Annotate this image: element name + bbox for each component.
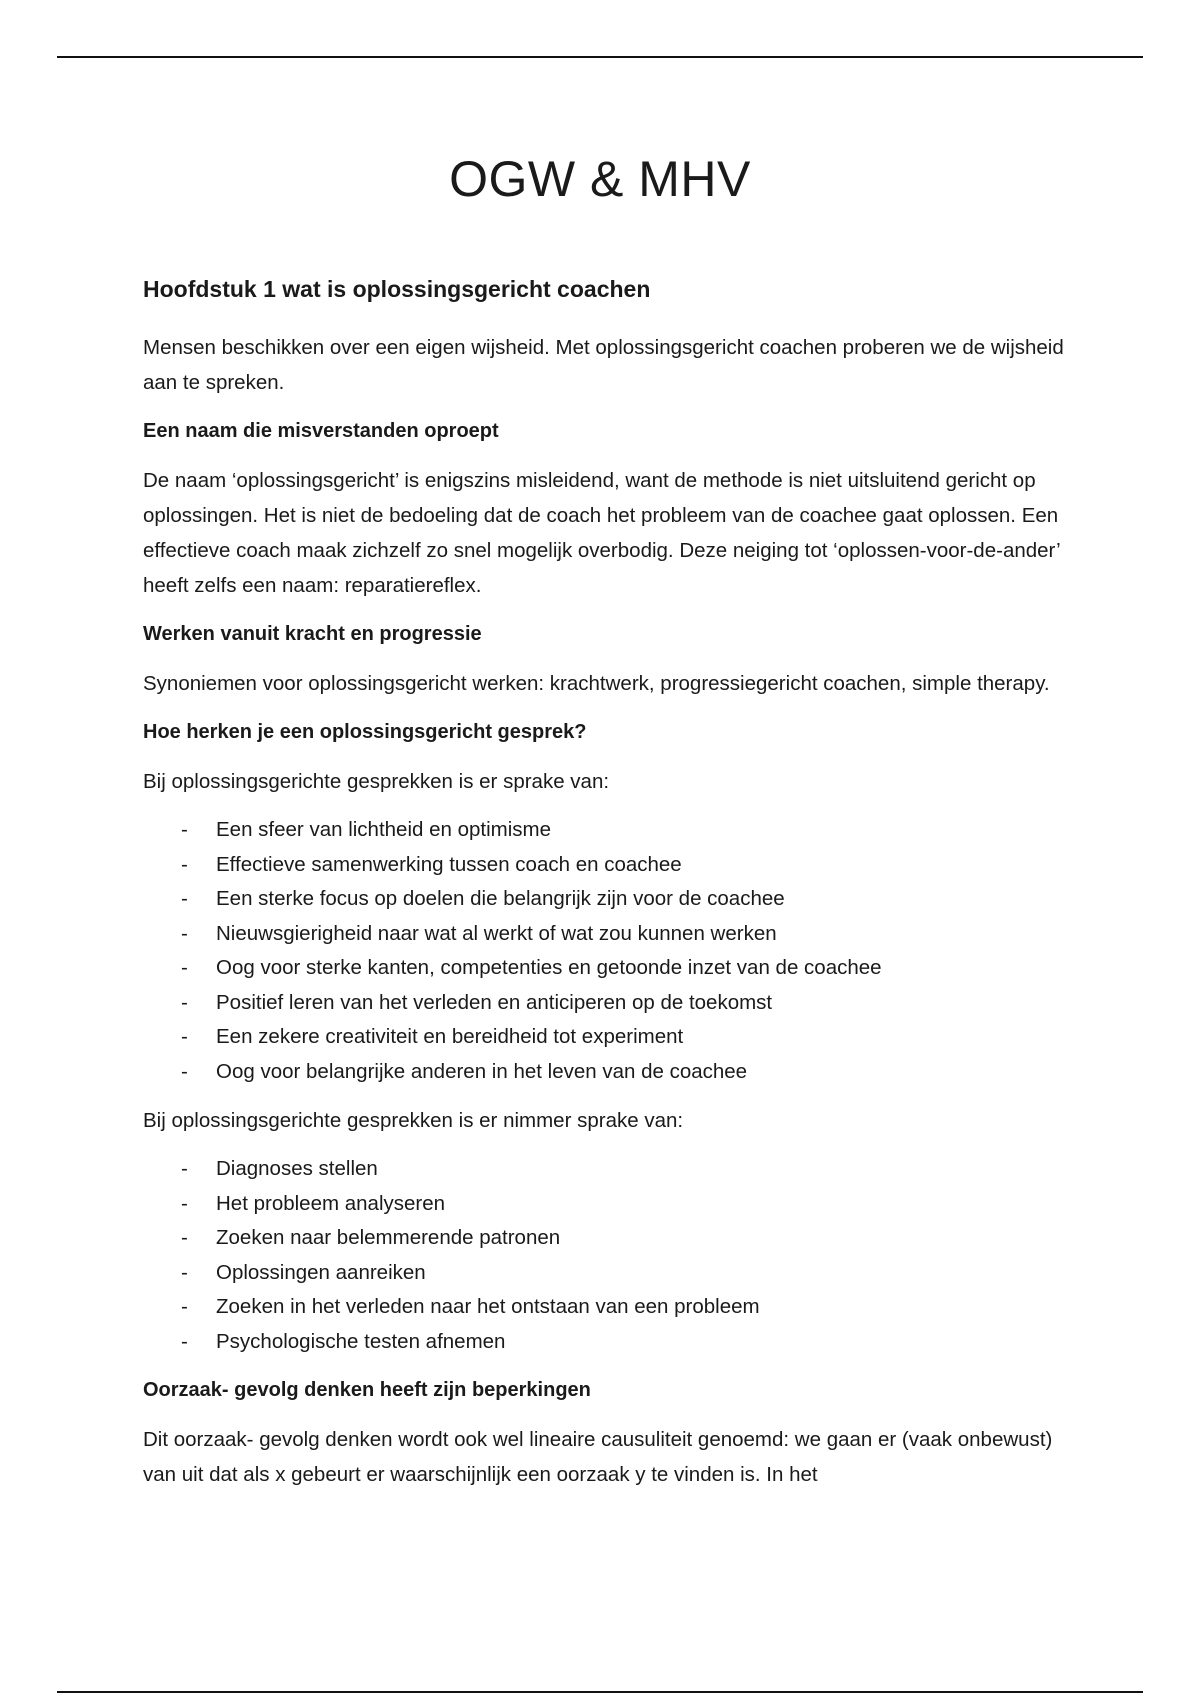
list-item-text: Zoeken in het verleden naar het ontstaan van een probleem xyxy=(216,1295,760,1318)
bullet-dash: - xyxy=(181,1025,188,1048)
list-item xyxy=(143,1152,1073,1187)
list-item xyxy=(143,1256,1073,1291)
list-item xyxy=(143,1055,1073,1090)
chapter-heading: Hoofdstuk 1 wat is oplossingsgericht coachen xyxy=(143,276,651,302)
bullet-dash: - xyxy=(181,1226,188,1249)
bottom-rule xyxy=(57,1691,1143,1693)
list-item-text: Nieuwsgierigheid naar wat al werkt of wat zou kunnen werken xyxy=(216,921,777,945)
list-item-text: Een sterke focus op doelen die belangrijk zijn voor de coachee xyxy=(216,887,785,910)
list-item xyxy=(143,1325,1073,1360)
section-heading-misverstanden: Een naam die misverstanden oproept xyxy=(143,420,499,442)
list-item-text: Oog voor belangrijke anderen in het leven van de coachee xyxy=(216,1059,748,1083)
list-item xyxy=(143,1221,1073,1256)
document-body xyxy=(143,268,1073,1506)
section-text-misverstanden: De naam ‘oplossingsgericht’ is enigszins misleidend, want de methode is niet uitsluitend gericht op oplossingen. Het is niet de bedoeling dat de coach het probleem van de coachee gaat oplossen. Een effectieve coach maak zichzelf zo snel mogelijk overbodig. Deze neiging tot ‘oplossen-voor-de-ander’ heeft zelfs een naam: reparatiereflex. xyxy=(143,469,1060,597)
list-item xyxy=(143,986,1073,1021)
absent-intro-paragraph: Bij oplossingsgerichte gesprekken is er nimmer sprake van: xyxy=(143,1109,684,1132)
section-text-oorzaak: Dit oorzaak- gevolg denken wordt ook wel lineaire causuliteit genoemd: we gaan er (vaak onbewust) van uit dat als x gebeurt er waarschijnlijk een oorzaak y te vinden is. In het xyxy=(143,1428,1053,1486)
list-item-text: Effectieve samenwerking tussen coach en coachee xyxy=(216,852,682,876)
bullet-dash: - xyxy=(181,852,188,876)
bullet-dash: - xyxy=(181,1191,188,1215)
bullet-dash: - xyxy=(181,1329,188,1353)
intro-paragraph: Mensen beschikken over een eigen wijsheid. Met oplossingsgericht coachen proberen we de wijsheid aan te spreken. xyxy=(143,336,1064,394)
bullet-dash: - xyxy=(181,956,188,979)
section-heading-kracht: Werken vanuit kracht en progressie xyxy=(143,623,482,645)
bullet-dash: - xyxy=(181,1059,188,1083)
list-item-text: Zoeken naar belemmerende patronen xyxy=(216,1226,561,1249)
list-item xyxy=(143,917,1073,952)
section-text-kracht: Synoniemen voor oplossingsgericht werken: krachtwerk, progressiegericht coachen, simple therapy. xyxy=(143,672,1050,695)
bullet-dash: - xyxy=(181,990,188,1014)
list-item-text: Oplossingen aanreiken xyxy=(216,1260,426,1284)
list-absent xyxy=(143,1152,1073,1359)
bullet-dash: - xyxy=(181,818,188,841)
list-item-text: Oog voor sterke kanten, competenties en getoonde inzet van de coachee xyxy=(216,956,882,979)
list-item-text: Het probleem analyseren xyxy=(216,1191,446,1215)
top-rule xyxy=(57,56,1143,58)
section-heading-herkennen: Hoe herken je een oplossingsgericht gesprek? xyxy=(143,721,587,743)
list-item xyxy=(143,848,1073,883)
list-present xyxy=(143,813,1073,1089)
bullet-dash: - xyxy=(181,1295,188,1318)
document-title: OGW & MHV xyxy=(449,151,751,207)
bullet-dash: - xyxy=(181,887,188,910)
list-item-text: Diagnoses stellen xyxy=(216,1157,378,1180)
section-text-herkennen: Bij oplossingsgerichte gesprekken is er sprake van: xyxy=(143,770,610,793)
list-item-text: Positief leren van het verleden en anticiperen op de toekomst xyxy=(216,990,773,1014)
bullet-dash: - xyxy=(181,1260,188,1284)
list-item-text: Psychologische testen afnemen xyxy=(216,1329,506,1353)
list-item-text: Een sfeer van lichtheid en optimisme xyxy=(216,818,552,841)
list-item xyxy=(143,813,1073,848)
list-item xyxy=(143,882,1073,917)
section-heading-oorzaak: Oorzaak- gevolg denken heeft zijn beperkingen xyxy=(143,1379,591,1401)
bullet-dash: - xyxy=(181,1157,188,1180)
list-item-text: Een zekere creativiteit en bereidheid tot experiment xyxy=(216,1025,684,1048)
list-item xyxy=(143,951,1073,986)
bullet-dash: - xyxy=(181,921,188,945)
list-item xyxy=(143,1020,1073,1055)
list-item xyxy=(143,1290,1073,1325)
list-item xyxy=(143,1187,1073,1222)
